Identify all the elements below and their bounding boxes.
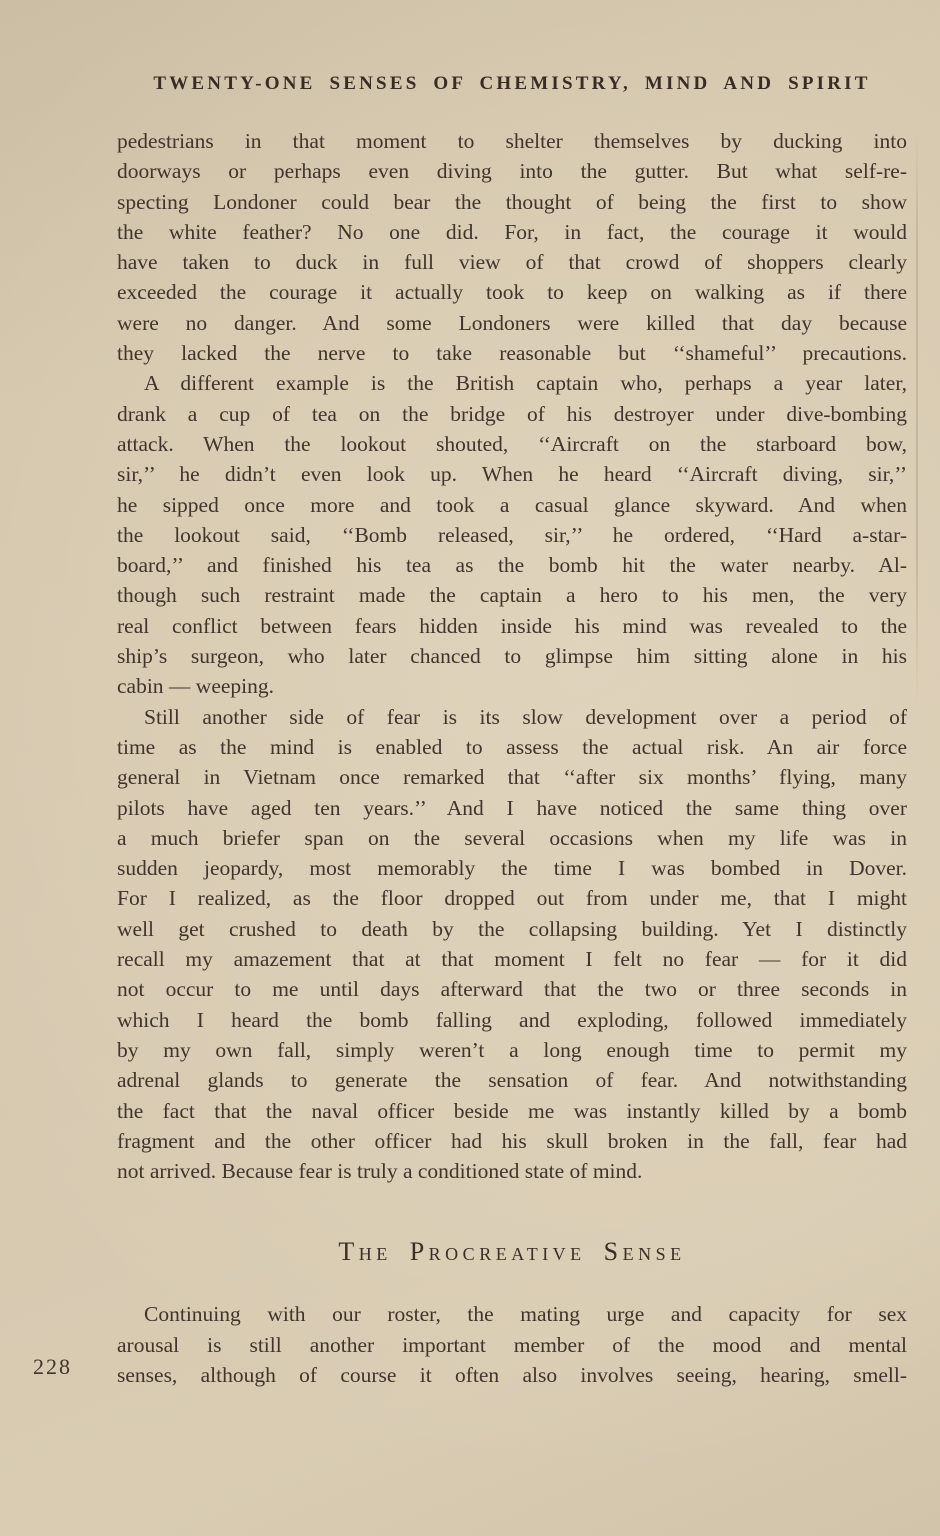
text-line: A different example is the British captain who, perhaps a year later, <box>144 371 907 396</box>
text-line: pilots have aged ten years.’’ And I have noticed the same thing over <box>117 795 907 820</box>
text-line: though such restraint made the captain a hero to his men, the very <box>117 583 907 608</box>
text-line: board,’’ and finished his tea as the bomb hit the water nearby. Al- <box>117 553 907 578</box>
text-line: sudden jeopardy, most memorably the time I was bombed in Dover. <box>117 856 907 881</box>
text-line: the fact that the naval officer beside me was instantly killed by a bomb <box>117 1098 907 1123</box>
text-line: ship’s surgeon, who later chanced to glimpse him sitting alone in his <box>117 644 907 669</box>
text-line: he sipped once more and took a casual glance skyward. And when <box>117 492 907 517</box>
section-heading: The Procreative Sense <box>338 1237 686 1267</box>
paragraph <box>117 368 907 701</box>
text-line: adrenal glands to generate the sensation of fear. And notwithstanding <box>117 1068 907 1093</box>
text-line: the white feather? No one did. For, in fact, the courage it would <box>117 219 907 244</box>
text-line: specting Londoner could bear the thought of being the first to show <box>117 189 907 214</box>
text-line: were no danger. And some Londoners were killed that day because <box>117 310 907 335</box>
text-line: a much briefer span on the several occasions when my life was in <box>117 825 907 850</box>
text-line: recall my amazement that at that moment I felt no fear — for it did <box>117 947 907 972</box>
paragraph <box>117 126 907 368</box>
text-line: which I heard the bomb falling and exploding, followed immediately <box>117 1007 907 1032</box>
text-line: exceeded the courage it actually took to keep on walking as if there <box>117 280 907 305</box>
text-line: pedestrians in that moment to shelter themselves by ducking into <box>117 129 907 153</box>
text-line: real conflict between fears hidden inside his mind was revealed to the <box>117 613 907 638</box>
text-line: Continuing with our roster, the mating urge and capacity for sex <box>144 1302 907 1327</box>
paragraph <box>117 702 907 1187</box>
text-line: doorways or perhaps even diving into the gutter. But what self-re- <box>117 159 907 184</box>
text-line: not arrived. Because fear is truly a conditioned state of mind. <box>117 1159 643 1184</box>
text-line: the lookout said, ‘‘Bomb released, sir,’’ he ordered, ‘‘Hard a-star- <box>117 522 907 547</box>
text-line: drank a cup of tea on the bridge of his destroyer under dive-bombing <box>117 401 907 426</box>
text-line: by my own fall, simply weren’t a long enough time to permit my <box>117 1037 907 1062</box>
text-line: sir,’’ he didn’t even look up. When he heard ‘‘Aircraft diving, sir,’’ <box>117 462 907 487</box>
body-text <box>117 126 907 1390</box>
text-line: senses, although of course it often also involves seeing, hearing, smell- <box>117 1362 907 1387</box>
paragraph <box>117 1299 907 1390</box>
text-line: have taken to duck in full view of that crowd of shoppers clearly <box>117 250 907 275</box>
text-line: they lacked the nerve to take reasonable but ‘‘shameful’’ precautions. <box>117 341 907 366</box>
text-line: Still another side of fear is its slow development over a period of <box>144 704 907 729</box>
text-line: fragment and the other officer had his skull broken in the fall, fear had <box>117 1128 907 1153</box>
text-line: arousal is still another important member of the mood and mental <box>117 1332 907 1357</box>
text-line: not occur to me until days afterward that the two or three seconds in <box>117 977 907 1002</box>
text-line: well get crushed to death by the collapsing building. Yet I distinctly <box>117 916 907 941</box>
page-number: 228 <box>33 1354 72 1379</box>
text-line: time as the mind is enabled to assess the actual risk. An air force <box>117 734 907 759</box>
text-line: attack. When the lookout shouted, ‘‘Aircraft on the starboard bow, <box>117 431 907 456</box>
text-line: cabin — weeping. <box>117 674 275 699</box>
running-header: TWENTY-ONE SENSES OF CHEMISTRY, MIND AND SPIRIT <box>153 73 871 94</box>
text-line: For I realized, as the floor dropped out from under me, that I might <box>117 886 907 911</box>
text-line: general in Vietnam once remarked that ‘‘after six months’ flying, many <box>117 765 907 790</box>
page-crease <box>916 128 918 708</box>
